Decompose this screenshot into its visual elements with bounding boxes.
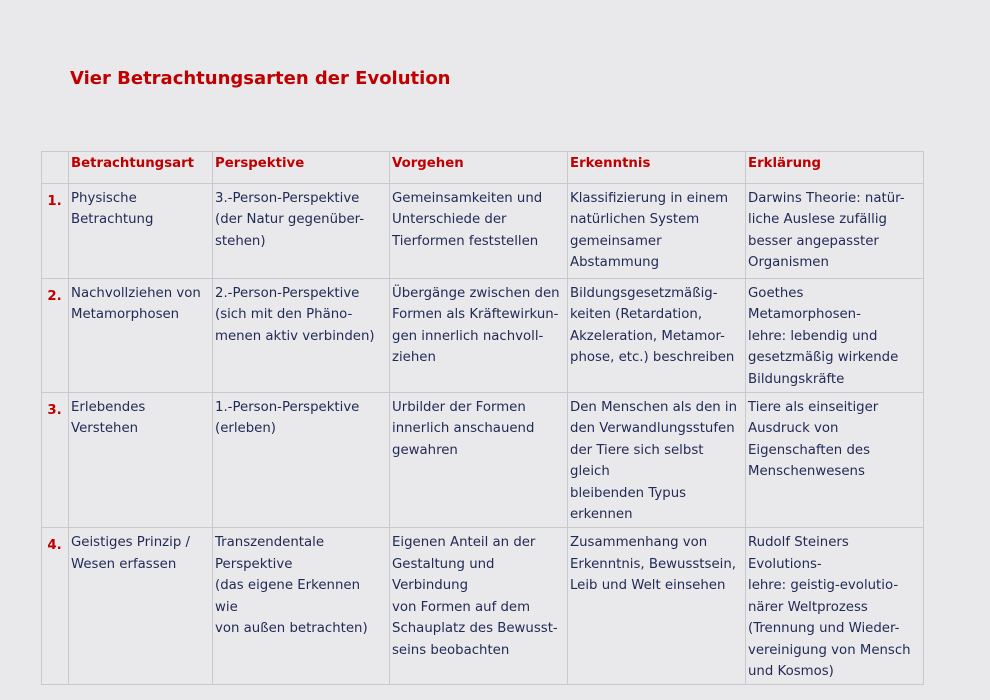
cell-perspektive: 3.-Person-Perspektive (der Natur gegenüber- stehen) [213,184,390,279]
cell-perspektive: Transzendentale Perspektive (das eigene Erkennen wie von außen betrachten) [213,528,390,685]
cell-erklaerung: Rudolf Steiners Evolutions- lehre: geistig-evolutio- närer Weltprozess (Trennung und Wieder- vereinigung von Mensch und Kosmos) [746,528,924,685]
table-row [42,184,924,279]
evolution-table [41,151,924,685]
header-cell-erklaerung: Erklärung [746,152,924,184]
cell-erklaerung: Tiere als einseitiger Ausdruck von Eigenschaften des Menschenwesens [746,393,924,528]
cell-betrachtungsart: Physische Betrachtung [69,184,213,279]
cell-erkenntnis: Bildungsgesetzmäßig- keiten (Retardation, Akzeleration, Metamor- phose, etc.) beschreiben [568,279,746,393]
cell-vorgehen: Eigenen Anteil an der Gestaltung und Verbindung von Formen auf dem Schauplatz des Bewusst- seins beobachten [390,528,568,685]
table-row [42,528,924,685]
table-row [42,393,924,528]
cell-betrachtungsart: Geistiges Prinzip / Wesen erfassen [69,528,213,685]
cell-betrachtungsart: Erlebendes Verstehen [69,393,213,528]
row-number: 1. [42,184,69,279]
page-title: Vier Betrachtungsarten der Evolution [70,68,451,89]
row-number: 3. [42,393,69,528]
row-number: 4. [42,528,69,685]
cell-vorgehen: Urbilder der Formen innerlich anschauend gewahren [390,393,568,528]
row-number: 2. [42,279,69,393]
header-cell-perspektive: Perspektive [213,152,390,184]
header-cell-betrachtungsart: Betrachtungsart [69,152,213,184]
header-cell-vorgehen: Vorgehen [390,152,568,184]
header-cell-number [42,152,69,184]
table-row [42,279,924,393]
cell-erkenntnis: Klassifizierung in einem natürlichen System gemeinsamer Abstammung [568,184,746,279]
cell-perspektive: 1.-Person-Perspektive (erleben) [213,393,390,528]
cell-perspektive: 2.-Person-Perspektive (sich mit den Phäno- menen aktiv verbinden) [213,279,390,393]
cell-erkenntnis: Den Menschen als den in den Verwandlungsstufen der Tiere sich selbst gleich bleibenden Typus erkennen [568,393,746,528]
header-row [42,152,924,184]
header-cell-erkenntnis: Erkenntnis [568,152,746,184]
cell-erkenntnis: Zusammenhang von Erkenntnis, Bewusstsein, Leib und Welt einsehen [568,528,746,685]
cell-erklaerung: Darwins Theorie: natür- liche Auslese zufällig besser angepasster Organismen [746,184,924,279]
cell-vorgehen: Gemeinsamkeiten und Unterschiede der Tierformen feststellen [390,184,568,279]
cell-betrachtungsart: Nachvollziehen von Metamorphosen [69,279,213,393]
cell-erklaerung: Goethes Metamorphosen- lehre: lebendig und gesetzmäßig wirkende Bildungskräfte [746,279,924,393]
cell-vorgehen: Übergänge zwischen den Formen als Kräftewirkun- gen innerlich nachvoll- ziehen [390,279,568,393]
